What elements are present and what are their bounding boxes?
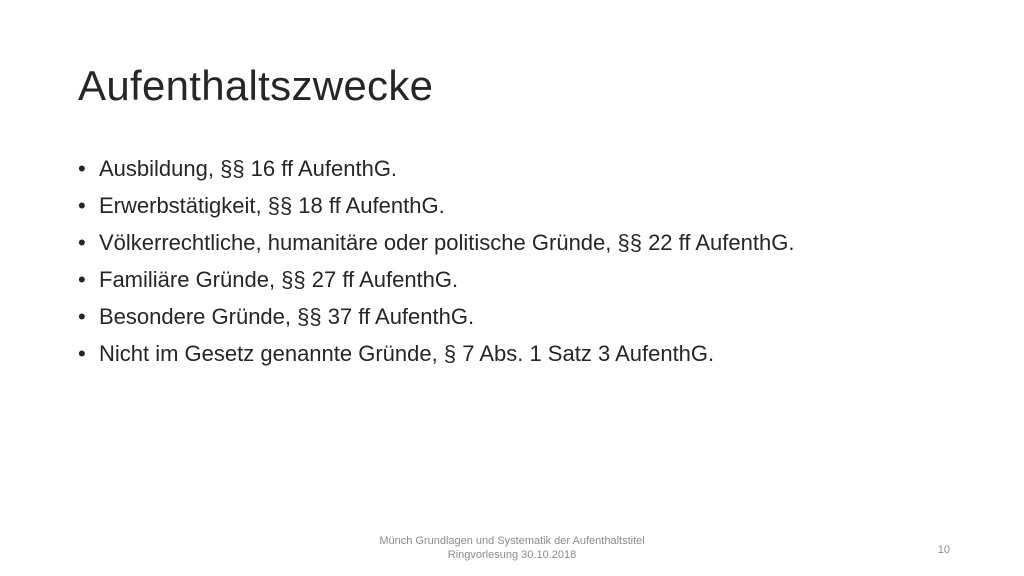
slide-footer: [312, 534, 712, 562]
page-number: 10: [937, 544, 950, 556]
bullet-item: [78, 340, 878, 367]
bullet-item: [78, 192, 878, 219]
bullet-text: Ausbildung, §§ 16 ff AufenthG.: [99, 156, 398, 181]
bullet-text: Völkerrechtliche, humanitäre oder politische Gründe, §§ 22 ff AufenthG.: [99, 230, 795, 255]
bullet-text: Erwerbstätigkeit, §§ 18 ff AufenthG.: [99, 193, 445, 218]
bullet-item: [78, 155, 878, 182]
bullet-text: Nicht im Gesetz genannte Gründe, § 7 Abs. 1 Satz 3 AufenthG.: [99, 341, 715, 366]
bullet-icon: •: [78, 156, 86, 181]
bullet-icon: •: [78, 193, 86, 218]
bullet-item: [78, 266, 878, 293]
footer-event-date: Ringvorlesung 30.10.2018: [447, 549, 577, 561]
bullet-icon: •: [78, 267, 86, 292]
bullet-text: Familiäre Gründe, §§ 27 ff AufenthG.: [99, 267, 459, 292]
bullet-icon: •: [78, 230, 86, 255]
bullet-item: [78, 303, 878, 330]
bullet-text: Besondere Gründe, §§ 37 ff AufenthG.: [99, 304, 475, 329]
bullet-item: [78, 229, 878, 256]
slide-title: Aufenthaltszwecke: [78, 62, 434, 109]
bullet-icon: •: [78, 304, 86, 329]
bullet-icon: •: [78, 341, 86, 366]
footer-author-title: Münch Grundlagen und Systematik der Aufenthaltstitel: [379, 535, 645, 547]
bullet-list: [78, 155, 878, 377]
